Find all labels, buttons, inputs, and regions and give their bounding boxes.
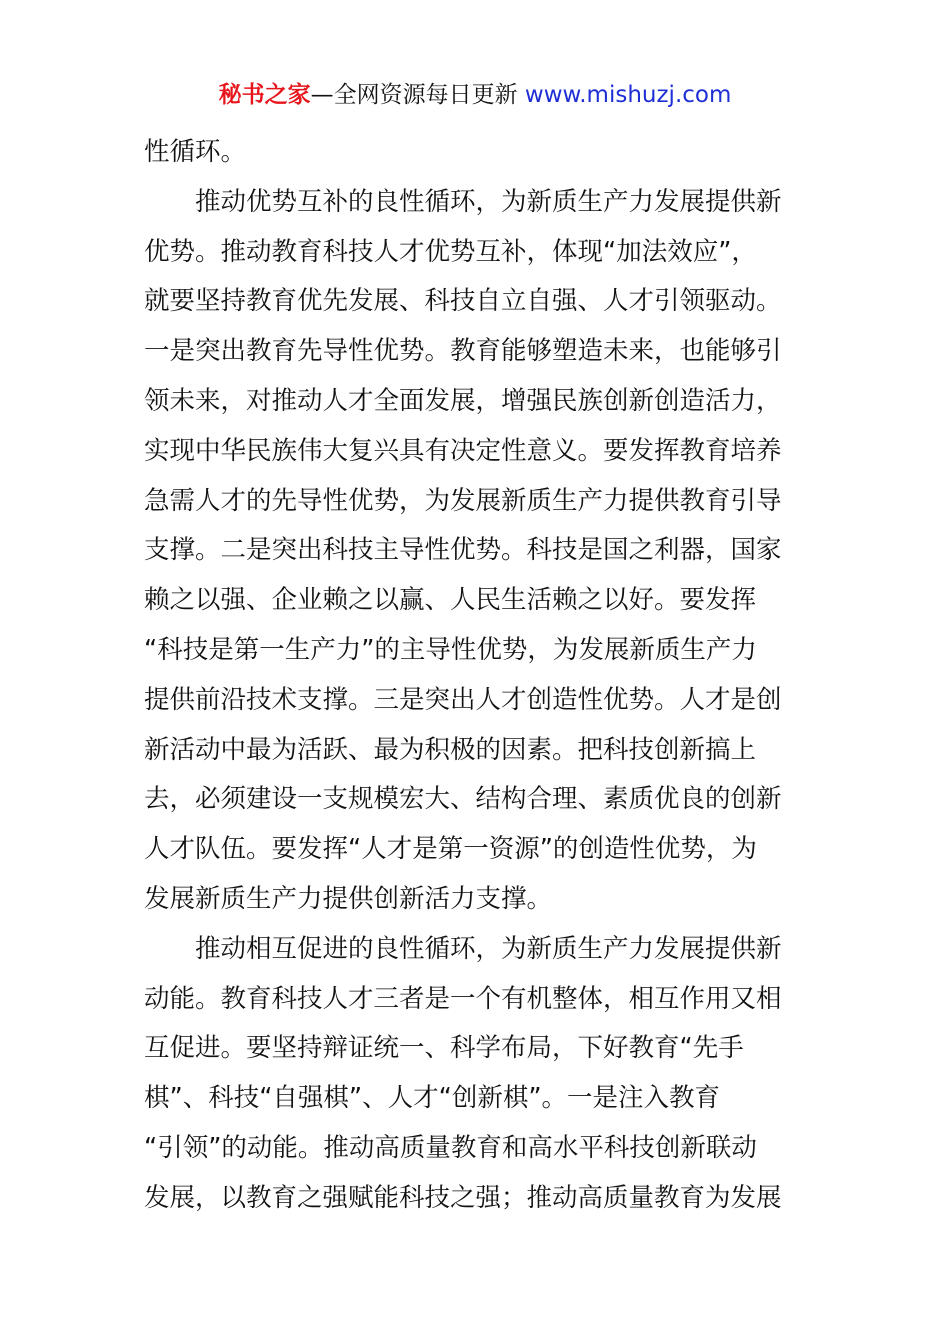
text-line: 赖之以强、企业赖之以赢、人民生活赖之以好。要发挥 [144, 585, 757, 616]
text-line: 提供前沿技术支撑。三是突出人才创造性优势。人才是创 [144, 684, 782, 715]
text-line: “科技是第一生产力”的主导性优势，为发展新质生产力 [144, 634, 757, 665]
text-line: 新活动中最为活跃、最为积极的因素。把科技创新搞上 [144, 734, 757, 765]
text-line: 支撑。二是突出科技主导性优势。科技是国之利器，国家 [144, 535, 782, 566]
text-line: 发展，以教育之强赋能科技之强；推动高质量教育为发展 [144, 1182, 782, 1213]
text-line: 棋”、科技“自强棋”、人才“创新棋”。一是注入教育 [144, 1083, 721, 1114]
text-line: 一是突出教育先导性优势。教育能够塑造未来，也能够引 [144, 336, 782, 367]
text-line: “引领”的动能。推动高质量教育和高水平科技创新联动 [144, 1132, 757, 1163]
brand-name: 秘书之家 [218, 82, 311, 108]
text-line: 发展新质生产力提供创新活力支撑。 [144, 883, 553, 914]
text-line: 动能。教育科技人才三者是一个有机整体，相互作用又相 [144, 983, 782, 1014]
site-url-link[interactable]: www.mishuzj.com [524, 82, 732, 108]
text-line: 推动相互促进的良性循环，为新质生产力发展提供新 [144, 933, 782, 964]
text-line: 领未来，对推动人才全面发展，增强民族创新创造活力， [144, 385, 782, 416]
text-line: 优势。推动教育科技人才优势互补，体现“加法效应”， [144, 236, 757, 267]
site-header [0, 78, 950, 112]
text-line: 急需人才的先导性优势，为发展新质生产力提供教育引导 [144, 485, 782, 516]
text-line: 人才队伍。要发挥“人才是第一资源”的创造性优势，为 [144, 834, 757, 865]
text-line: 就要坚持教育优先发展、科技自立自强、人才引领驱动。 [144, 286, 782, 317]
document-body [144, 128, 809, 1224]
text-line: 推动优势互补的良性循环，为新质生产力发展提供新 [144, 186, 782, 217]
text-line: 性循环。 [144, 137, 247, 167]
text-line: 互促进。要坚持辩证统一、科学布局，下好教育“先手 [144, 1033, 744, 1064]
header-tagline: —全网资源每日更新 [310, 82, 518, 108]
text-line: 实现中华民族伟大复兴具有决定性意义。要发挥教育培养 [144, 435, 782, 466]
text-line: 去，必须建设一支规模宏大、结构合理、素质优良的创新 [144, 784, 782, 815]
